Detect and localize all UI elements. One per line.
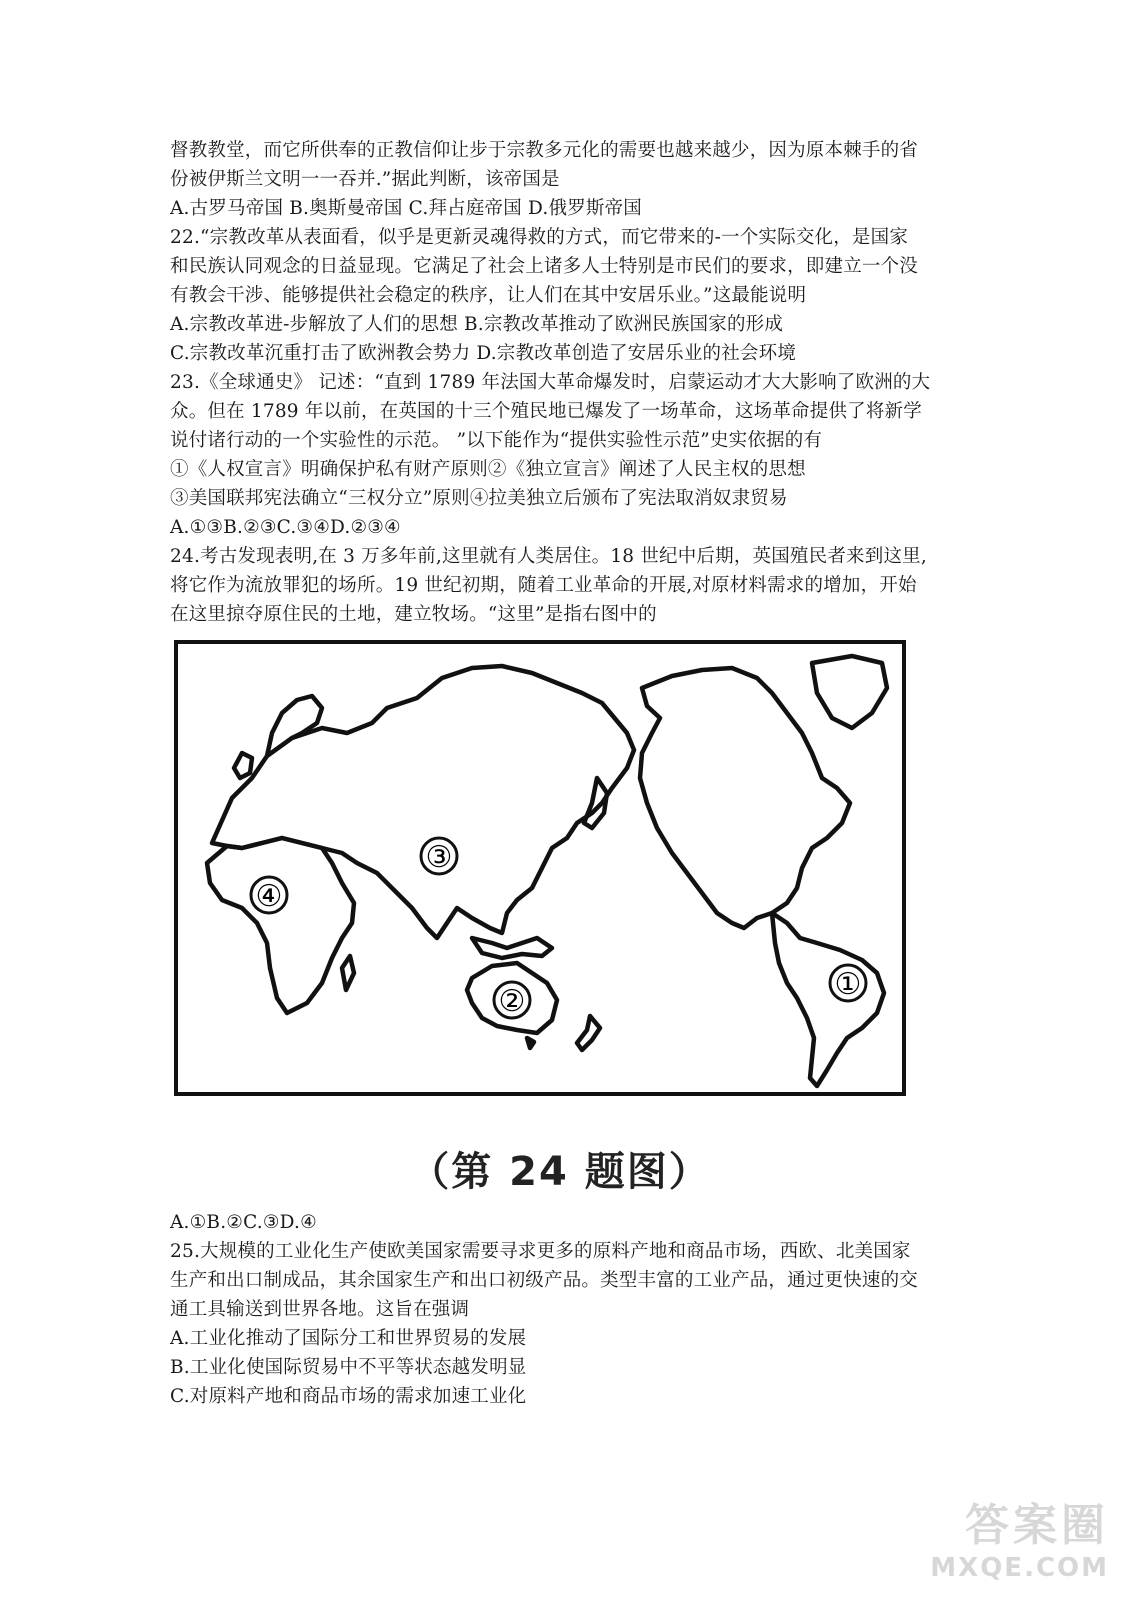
marker-1 [830,965,866,1002]
world-map-figure [172,638,914,1104]
watermark-top: 答案圈 [965,1500,1109,1551]
question-text-top [170,136,960,629]
statement-line: ③美国联邦宪法确立“三权分立”原则④拉美独立后颁布了宪法取消奴隶贸易 [170,488,788,509]
watermark-bottom: MXQE.COM [930,1553,1109,1583]
question-25-stem: 25.大规模的工业化生产使欧美国家需要寻求更多的原料产地和商品市场，西欧、北美国家 [170,1241,911,1262]
svg-text:①: ① [834,967,862,1002]
text-line: 通工具输送到世界各地。这旨在强调 [170,1299,470,1320]
answer-options-q22: C.宗教改革沉重打击了欧洲教会势力 D.宗教改革创造了安居乐业的社会环境 [170,343,797,364]
text-line: 说付诸行动的一个实验性的示范。 ”以下能作为“提供实验性示范”史实依据的有 [170,430,823,451]
answer-options-q22: A.宗教改革进-步解放了人们的思想 B.宗教改革推动了欧洲民族国家的形成 [170,314,784,335]
text-line: 在这里掠夺原住民的土地，建立牧场。“这里”是指右图中的 [170,604,657,625]
marker-2 [494,982,530,1019]
statement-line: ①《人权宣言》明确保护私有财产原则②《独立宣言》阐述了人民主权的思想 [170,459,806,480]
text-line: 众。但在 1789 年以前，在英国的十三个殖民地已爆发了一场革命，这场革命提供了将新学 [170,401,922,422]
svg-text:④: ④ [255,879,283,914]
answer-option-b: B.工业化使国际贸易中不平等状态越发明显 [170,1357,527,1378]
text-line: 生产和出口制成品，其余国家生产和出口初级产品。类型丰富的工业产品，通过更快速的交 [170,1270,919,1291]
answer-option-c: C.对原料产地和商品市场的需求加速工业化 [170,1386,527,1407]
question-22-stem: 22.“宗教改革从表面看，似乎是更新灵魂得救的方式，而它带来的-一个实际交化，是国家 [170,227,909,248]
answer-option-a: A.工业化推动了国际分工和世界贸易的发展 [170,1328,527,1349]
answer-options-q24: A.①B.②C.③D.④ [170,1212,317,1233]
question-text-bottom [170,1208,960,1411]
tasmania-outline [527,1038,534,1048]
question-24-stem: 24.考古发现表明,在 3 万多年前,这里就有人类居住。18 世纪中后期，英国殖民者来到这里, [170,546,927,567]
world-map-svg [172,638,914,1104]
svg-text:②: ② [498,984,526,1019]
svg-text:③: ③ [425,840,453,875]
marker-3 [421,838,457,875]
question-23-stem: 23.《全球通史》 记述：“直到 1789 年法国大革命爆发时，启蒙运动才大大影响了欧洲的大 [170,372,931,393]
watermark-logo [929,1500,1109,1592]
answer-options-q23: A.①③B.②③C.③④D.②③④ [170,517,401,538]
text-line: 和民族认同观念的日益显现。它满足了社会上诸多人士特别是市民们的要求，即建立一个没 [170,256,919,277]
figure-caption: （第 24 题图） [409,1149,711,1195]
text-line: 有教会干涉、能够提供社会稳定的秩序，让人们在其中安居乐业。”这最能说明 [170,285,807,306]
answer-options-q21: A.古罗马帝国 B.奥斯曼帝国 C.拜占庭帝国 D.俄罗斯帝国 [170,198,642,219]
text-line: 份被伊斯兰文明一一吞并.”据此判断，该帝国是 [170,169,560,190]
text-line: 督教教堂，而它所供奉的正教信仰让步于宗教多元化的需要也越来越少，因为原本棘手的省 [170,140,919,161]
text-line: 将它作为流放罪犯的场所。19 世纪初期，随着工业革命的开展,对原材料需求的增加，开始 [170,575,917,596]
marker-4 [251,877,287,914]
